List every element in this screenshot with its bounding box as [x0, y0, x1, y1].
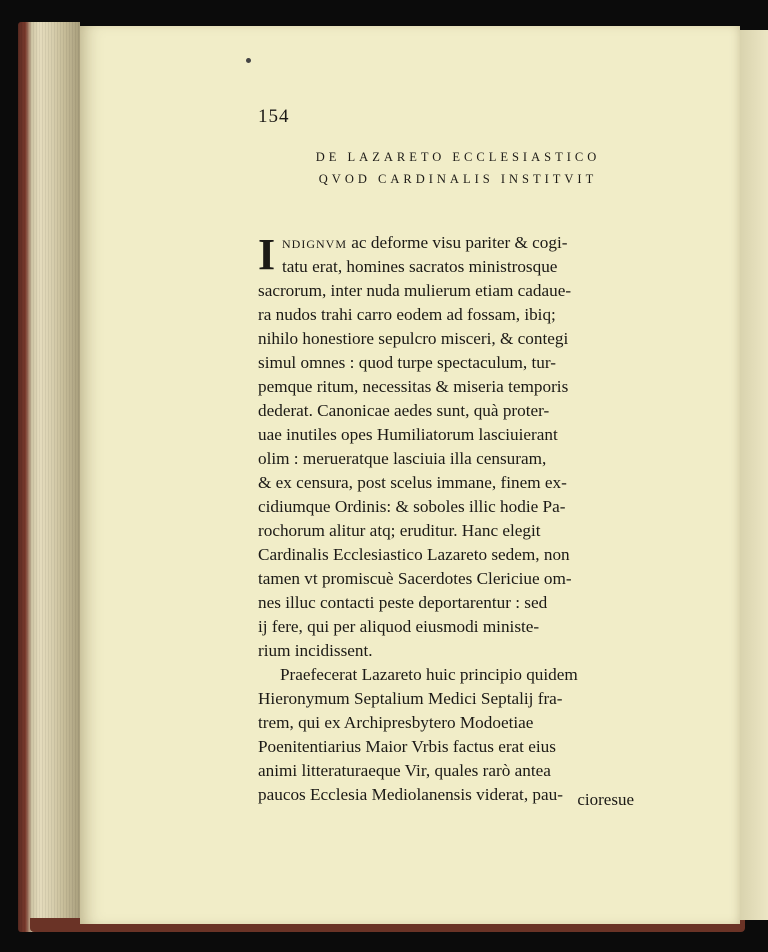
text-line: Hieronymum Septalium Medici Septalij fra-: [258, 689, 563, 708]
first-word: NDIGNVM: [282, 237, 347, 251]
text-line: simul omnes : quod turpe spectaculum, tur-: [258, 353, 556, 372]
text-line: paucos Ecclesia Mediolanensis viderat, pau-: [258, 785, 563, 804]
text-line: rium incidissent.: [258, 641, 373, 660]
body-text: [258, 231, 658, 807]
text-line: nihilo honestiore sepulcro misceri, & contegi: [258, 329, 569, 348]
text-line: tatu erat, homines sacratos ministrosque: [282, 257, 558, 276]
text-line: dederat. Canonicae aedes sunt, quà proter-: [258, 401, 550, 420]
facing-page-edge: [740, 30, 768, 920]
text-line: olim : merueratque lasciuia illa censuram,: [258, 449, 547, 468]
text-line: sacrorum, inter nuda mulierum etiam cadaue-: [258, 281, 572, 300]
paragraph-start-line: Praefecerat Lazareto huic principio quidem: [280, 665, 578, 684]
running-heading: [258, 146, 658, 190]
text-line: animi litteraturaeque Vir, quales rarò antea: [258, 761, 551, 780]
text-line: trem, qui ex Archipresbytero Modoetiae: [258, 713, 534, 732]
text-line: pemque ritum, necessitas & miseria temporis: [258, 377, 569, 396]
text-line: Cardinalis Ecclesiastico Lazareto sedem, non: [258, 545, 570, 564]
text-line: rochorum alitur atq; eruditur. Hanc elegit: [258, 521, 541, 540]
ink-speck: [246, 58, 251, 63]
text-line: uae inutiles opes Humiliatorum lasciuierant: [258, 425, 558, 444]
text-line: & ex censura, post scelus immane, finem ex-: [258, 473, 567, 492]
text-line-1: NDIGNVM ac deforme visu pariter & cogi-: [282, 233, 568, 252]
text-line: cidiumque Ordinis: & soboles illic hodie Pa-: [258, 497, 566, 516]
catchword: cioresue: [577, 790, 634, 809]
heading-line-1: DE LAZARETO ECCLESIASTICO: [315, 150, 601, 164]
drop-cap: I: [258, 230, 276, 279]
text-line: nes illuc contacti peste deportarentur : sed: [258, 593, 548, 612]
heading-line-2: QVOD CARDINALIS INSTITVIT: [318, 172, 598, 186]
text-line: tamen vt promiscuè Sacerdotes Clericiue om-: [258, 569, 572, 588]
book-page: [80, 26, 740, 924]
book-page-edges: [18, 22, 80, 932]
text-line: Poenitentiarius Maior Vrbis factus erat eius: [258, 737, 556, 756]
text-line: ra nudos trahi carro eodem ad fossam, ibiq;: [258, 305, 556, 324]
text-line: ij fere, qui per aliquod eiusmodi ministe-: [258, 617, 540, 636]
page-number: 154: [258, 106, 290, 127]
